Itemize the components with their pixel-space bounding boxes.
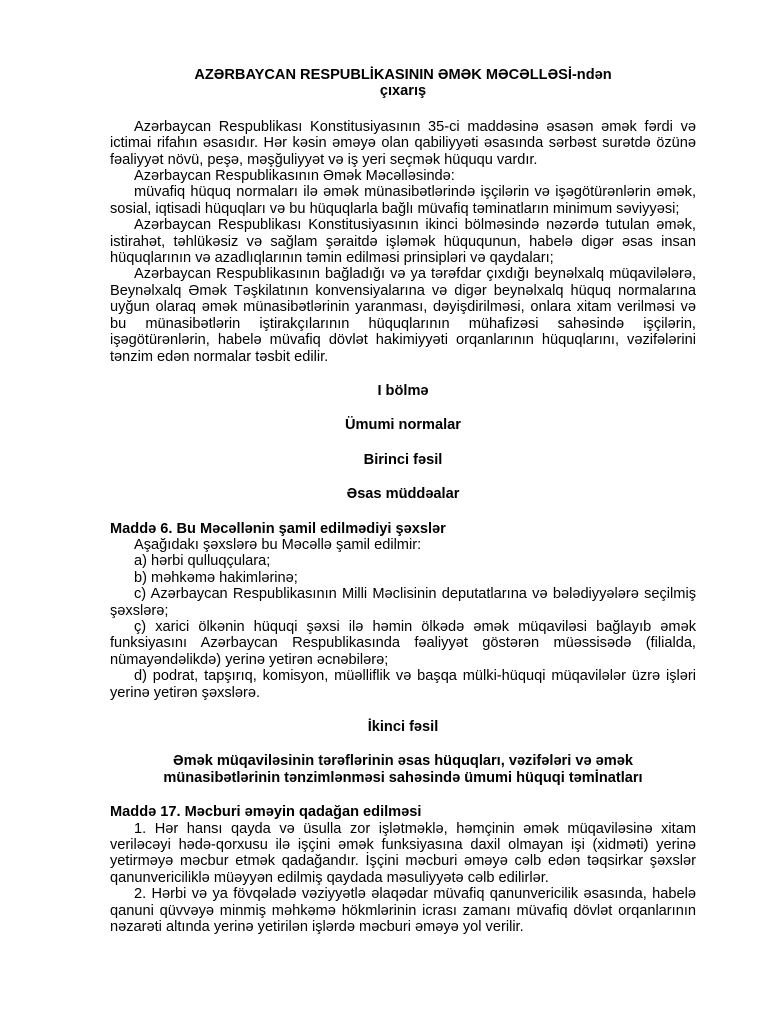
chapter-2-title-line-1: Əmək müqaviləsinin tərəflərinin əsas hüquqları, vəzifələri və əmək [173, 753, 633, 770]
chapter-2-title [110, 753, 696, 786]
intro-paragraph-5: Azərbaycan Respublikasının bağladığı və ya tərəfdar çıxdığı beynəlxalq müqavilələrə, Beynəlxalq Əmək Təşkilatının konvensiyalarına və digər beynəlxalq hüquq normalarına uyğun olaraq əmək münasibətlərinin yaranması, dəyişdirilməsi, onlara xitam verilməsi və bu münasibətlərin iştirakçılarının hüquqlarının mühafizəsi sahəsində işçilərin, işəgötürənlərin, habelə müvafiq dövlət hakimiyyəti orqanlarının hüquqlarını, vəzifələrini tənzim edən normalar təsbit edilir. [110, 266, 696, 365]
article-6-title: Maddə 6. Bu Məcəllənin şamil edilmədiyi şəxslər [110, 520, 446, 537]
article-6-item-ch: ç) xarici ölkənin hüquqi şəxsi ilə həmin ölkədə əmək müqaviləsi bağlayıb əmək funksiyasını Azərbaycan Respublikasında fəaliyyət göstərən müəssisədə (filialda, nümayəndəlikdə) yerinə yetirən əcnəbilərə; [110, 618, 696, 668]
document-body [110, 67, 696, 935]
chapter-1-heading: Birinci fəsil [363, 451, 443, 468]
intro-paragraph-3: müvafiq hüquq normaları ilə əmək münasibətlərində işçilərin və işəgötürənlərin əmək, sosial, iqtisadi hüquqları və bu hüquqlarla bağlı müvafiq təminatların minimum səviyyəsi; [110, 184, 696, 217]
article-6-item-b: b) məhkəmə hakimlərinə; [134, 569, 298, 586]
article-6-item-d: d) podrat, tapşırıq, komisyon, müəlliflik və başqa mülki-hüquqi müqavilələr üzrə işləri yerinə yetirən şəxslərə. [110, 668, 696, 701]
intro-paragraph-2: Azərbaycan Respublikasının Əmək Məcəlləsində: [134, 168, 455, 185]
chapter-2-heading: İkinci fəsil [367, 719, 439, 735]
title-line-1: AZƏRBAYCAN RESPUBLİKASININ ƏMƏK MƏCƏLLƏSİ-ndən [194, 67, 612, 83]
document-title [110, 67, 696, 100]
intro-paragraph-1: Azərbaycan Respublikası Konstitusiyasının 35-ci maddəsinə əsasən əmək fərdi və ictimai rifahın əsasıdır. Hər kəsin əməyə olan qabiliyyəti əsasında sərbəst surətdə özünə fəaliyyət növü, peşə, məşğuliyyət və iş yeri seçmək hüququ vardır. [110, 118, 696, 168]
chapter-1-title: Əsas müddəalar [346, 486, 460, 503]
section-title: Ümumi normalar [345, 417, 461, 434]
article-6-item-c: c) Azərbaycan Respublikasının Milli Məclisinin deputatlarına və bələdiyyələrə seçilmiş şəxslərə; [110, 586, 696, 619]
chapter-2-title-line-2: münasibətlərinin tənzimlənməsi sahəsində ümumi hüquqi təmİnatları [163, 769, 643, 786]
article-6-lead: Aşağıdakı şəxslərə bu Məcəllə şamil edilmir: [134, 536, 422, 553]
section-heading: I bölmə [377, 382, 429, 399]
intro-paragraph-4: Azərbaycan Respublikası Konstitusiyasının ikinci bölməsində nəzərdə tutulan əmək, istirahət, təhlükəsiz və sağlam şəraitdə işləmək hüququnun, habelə digər əsas insan hüquqlarının və azadlıqlarının təmin edilməsi prinsipləri və qaydaları; [110, 217, 696, 267]
article-6-item-a: a) hərbi qulluqçulara; [134, 553, 271, 570]
title-line-2: çıxarış [379, 83, 427, 100]
article-17-title: Maddə 17. Məcburi əməyin qadağan edilməsi [110, 804, 422, 821]
article-17-item-2: 2. Hərbi və ya fövqəladə vəziyyətlə əlaqədar müvafiq qanunvericilik əsasında, habelə qanuni qüvvəyə minmiş məhkəmə hökmlərinin icrası zamanı müvafiq dövlət orqanlarının nəzarəti altında yerinə yetirilən işlərdə məcburi əməyə yol verilir. [110, 886, 696, 936]
article-17-item-1: 1. Hər hansı qayda və üsulla zor işlətməklə, həmçinin əmək müqaviləsinə xitam veriləcəyi hədə-qorxusu ilə işçini əmək funksiyasına daxil olmayan işi (xidməti) yerinə yetirməyə məcbur etmək qadağandır. İşçini məcburi əməyə cəlb edən təqsirkar şəxslər qanunvericiliklə müəyyən edilmiş qaydada məsuliyyətə cəlb edilirlər. [110, 820, 696, 886]
